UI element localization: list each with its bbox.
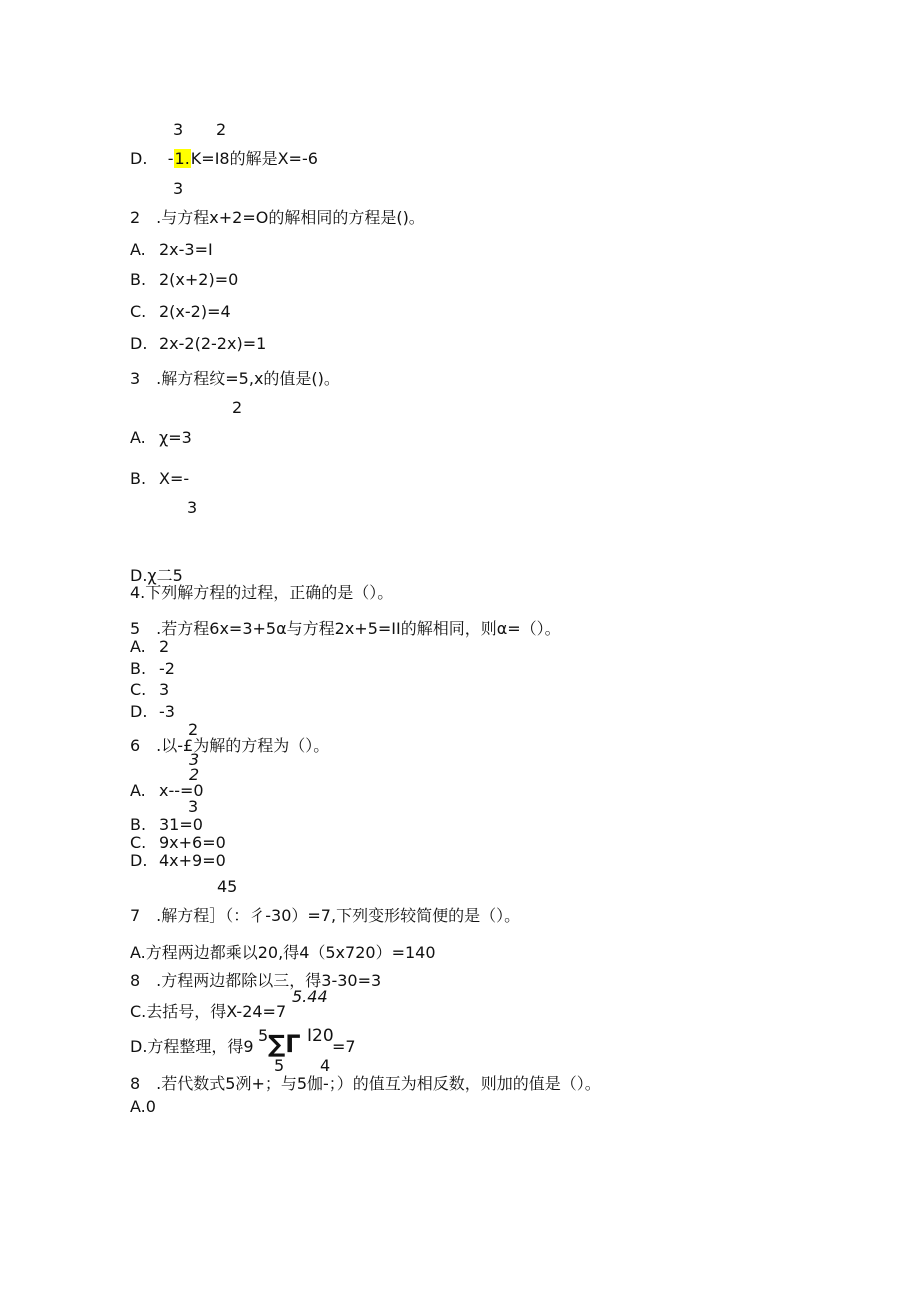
option-label: B.: [130, 659, 147, 678]
option-label: A.: [130, 781, 146, 800]
option-label: A.: [130, 637, 146, 656]
sigma-symbol: ∑Γ: [268, 1030, 301, 1058]
option-label: C.: [130, 680, 147, 699]
q6-option-c: [130, 833, 226, 853]
fraction-denominator: 3: [187, 498, 198, 517]
q2-option-d: [130, 334, 266, 354]
q3-option-b: [130, 469, 189, 489]
q8-stem: 8 .若代数式5冽+；与5伽-；）的值互为相反数，则加的值是（）。: [130, 1074, 601, 1093]
fraction-denominator: 5: [274, 1056, 285, 1075]
q3-option-a: [130, 428, 192, 448]
q1-option-d: [130, 149, 318, 169]
q7-option-d: D.方程整理，得9: [130, 1037, 254, 1056]
q5-option-a: [130, 637, 169, 657]
q2-option-a: [130, 240, 213, 260]
q3-option-d: D.χ二5: [130, 566, 183, 585]
option-label: B.: [130, 815, 147, 834]
q6-stem: 6 .以-£为解的方程为（）。: [130, 736, 330, 755]
option-text: 9x+6=0: [159, 833, 226, 852]
option-text: -3: [159, 702, 175, 721]
fraction-denominator: 2: [189, 765, 200, 784]
option-prefix: -: [167, 149, 174, 168]
fraction-numerator: 45: [217, 877, 238, 896]
option-label: A.: [130, 428, 146, 447]
q5-option-b: [130, 659, 175, 679]
fraction-denominator: 4: [320, 1056, 331, 1075]
fraction-numerator: 2: [188, 720, 199, 739]
option-text: 5: [258, 1026, 269, 1045]
option-text: 2x-3=I: [159, 240, 213, 259]
q6-option-d: [130, 851, 226, 871]
option-label: C.: [130, 302, 147, 321]
q6-option-b: [130, 815, 203, 835]
fraction-denominator: 2: [232, 398, 243, 417]
option-text: K=I8的解是X=-6: [190, 149, 318, 168]
fraction-numerator: 5.44: [292, 987, 328, 1006]
option-label: C.: [130, 833, 147, 852]
q5-option-c: [130, 680, 169, 700]
option-text: -2: [159, 659, 175, 678]
option-text: X=-: [159, 469, 190, 488]
option-label: D.: [130, 149, 148, 168]
q8-option-a: A.0: [130, 1097, 156, 1116]
highlighted-text: 1.: [174, 149, 190, 168]
option-label: D.: [130, 851, 148, 870]
fraction-denominator: 3: [188, 797, 199, 816]
q7-option-a: A.方程两边都乘以20,得4（5x720）=140: [130, 943, 436, 962]
option-text: x--=0: [159, 781, 204, 800]
option-text: 2: [159, 637, 170, 656]
fraction-numerator: 3: [173, 120, 184, 139]
option-text: 31=0: [159, 815, 203, 834]
option-text: 3: [159, 680, 170, 699]
q5-option-d: [130, 702, 175, 722]
option-text: =7: [332, 1037, 356, 1056]
q7-option-c: C.去括号，得X-24=7: [130, 1002, 287, 1021]
option-text: 2(x-2)=4: [159, 302, 231, 321]
fraction-numerator: 2: [216, 120, 227, 139]
q2-option-c: [130, 302, 231, 322]
q7-option-b: 8 .方程两边都除以三，得3-30=3: [130, 971, 382, 990]
option-text: 2(x+2)=0: [159, 270, 239, 289]
option-label: B.: [130, 270, 147, 289]
q5-stem: 5 .若方程6x=3+5α与方程2x+5=II的解相同，则α=（）。: [130, 619, 561, 638]
option-label: B.: [130, 469, 147, 488]
q4-stem: 4.下列解方程的过程，正确的是（）。: [130, 583, 394, 602]
option-label: D.: [130, 334, 148, 353]
option-text: 4x+9=0: [159, 851, 226, 870]
option-label: A.: [130, 240, 146, 259]
q3-stem: 3 .解方程纹=5,x的值是()。: [130, 369, 340, 388]
fraction-denominator: 3: [173, 179, 184, 198]
option-label: D.: [130, 702, 148, 721]
fraction-numerator: 3: [189, 750, 200, 769]
q7-stem: 7 .解方程］（：彳-30）=7,下列变形较简便的是（）。: [130, 906, 521, 925]
q2-option-b: [130, 270, 238, 290]
option-text: χ=3: [159, 428, 192, 447]
q2-stem: 2 .与方程x+2=O的解相同的方程是()。: [130, 208, 425, 227]
option-text: I20: [307, 1026, 334, 1046]
option-text: 2x-2(2-2x)=1: [159, 334, 267, 353]
